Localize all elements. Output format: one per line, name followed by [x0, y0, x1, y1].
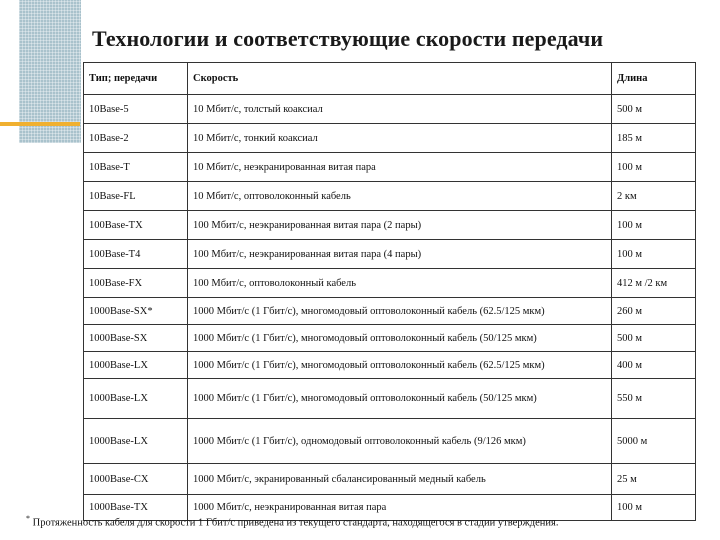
cell-length: 260 м: [612, 298, 696, 325]
cell-length: 100 м: [612, 211, 696, 240]
footnote-text: Протяженность кабеля для скорости 1 Гбит/с приведена из текущего стандарта, находящегося в стадии утверждения.: [32, 517, 559, 529]
header-speed: Скорость: [188, 63, 612, 95]
cell-speed: 1000 Мбит/с (1 Гбит/с), многомодовый оптоволоконный кабель (62.5/125 мкм): [188, 352, 612, 379]
table-row: [84, 95, 696, 124]
cell-type: 100Base-FX: [84, 269, 188, 298]
table-row: [84, 240, 696, 269]
cell-speed: 1000 Мбит/с (1 Гбит/с), многомодовый оптоволоконный кабель (50/125 мкм): [188, 379, 612, 419]
cell-speed: 1000 Мбит/с (1 Гбит/с), многомодовый оптоволоконный кабель (50/125 мкм): [188, 325, 612, 352]
table-header-row: [84, 63, 696, 95]
cell-length: 100 м: [612, 153, 696, 182]
footnote: [26, 514, 558, 529]
table-row: [84, 352, 696, 379]
table-row: [84, 153, 696, 182]
cell-length: 185 м: [612, 124, 696, 153]
table-row: [84, 182, 696, 211]
cell-speed: 1000 Мбит/с (1 Гбит/с), многомодовый оптоволоконный кабель (62.5/125 мкм): [188, 298, 612, 325]
cell-length: 500 м: [612, 325, 696, 352]
cell-speed: 1000 Мбит/с, неэкранированная витая пара: [188, 495, 612, 521]
cell-length: 25 м: [612, 464, 696, 495]
speeds-table: [83, 62, 696, 521]
cell-length: 550 м: [612, 379, 696, 419]
cell-length: 412 м /2 км: [612, 269, 696, 298]
header-length: Длина: [612, 63, 696, 95]
cell-type: 100Base-T4: [84, 240, 188, 269]
cell-length: 500 м: [612, 95, 696, 124]
table-row: [84, 124, 696, 153]
cell-type: 10Base-5: [84, 95, 188, 124]
cell-type: 10Base-2: [84, 124, 188, 153]
cell-speed: 100 Мбит/с, неэкранированная витая пара (4 пары): [188, 240, 612, 269]
cell-speed: 1000 Мбит/с (1 Гбит/с), одномодовый оптоволоконный кабель (9/126 мкм): [188, 419, 612, 464]
table-row: [84, 298, 696, 325]
cell-type: 1000Base-LX: [84, 352, 188, 379]
cell-speed: 10 Мбит/с, тонкий коаксиал: [188, 124, 612, 153]
cell-length: 5000 м: [612, 419, 696, 464]
cell-speed: 100 Мбит/с, неэкранированная витая пара (2 пары): [188, 211, 612, 240]
cell-speed: 100 Мбит/с, оптоволоконный кабель: [188, 269, 612, 298]
cell-length: 100 м: [612, 240, 696, 269]
cell-type: 10Base-FL: [84, 182, 188, 211]
cell-type: 1000Base-SX: [84, 325, 188, 352]
table-row: [84, 379, 696, 419]
table-row: [84, 325, 696, 352]
table-row: [84, 419, 696, 464]
header-type: Тип; передачи: [84, 63, 188, 95]
cell-length: 400 м: [612, 352, 696, 379]
table-row: [84, 269, 696, 298]
cell-speed: 10 Мбит/с, толстый коаксиал: [188, 95, 612, 124]
cell-speed: 10 Мбит/с, оптоволоконный кабель: [188, 182, 612, 211]
table-row: [84, 211, 696, 240]
cell-type: 100Base-TX: [84, 211, 188, 240]
table-row: [84, 464, 696, 495]
cell-speed: 10 Мбит/с, неэкранированная витая пара: [188, 153, 612, 182]
page-title: Технологии и соответствующие скорости передачи: [92, 26, 604, 51]
cell-type: 1000Base-LX: [84, 379, 188, 419]
cell-type: 1000Base-LX: [84, 419, 188, 464]
cell-type: 1000Base-CX: [84, 464, 188, 495]
cell-type: 10Base-T: [84, 153, 188, 182]
cell-type: 1000Base-SX*: [84, 298, 188, 325]
footnote-marker: *: [26, 514, 30, 523]
cell-length: 2 км: [612, 182, 696, 211]
cell-type: 1000Base-TX: [84, 495, 188, 521]
cell-speed: 1000 Мбит/с, экранированный сбалансированный медный кабель: [188, 464, 612, 495]
decorative-line: [0, 122, 80, 126]
cell-length: 100 м: [612, 495, 696, 521]
